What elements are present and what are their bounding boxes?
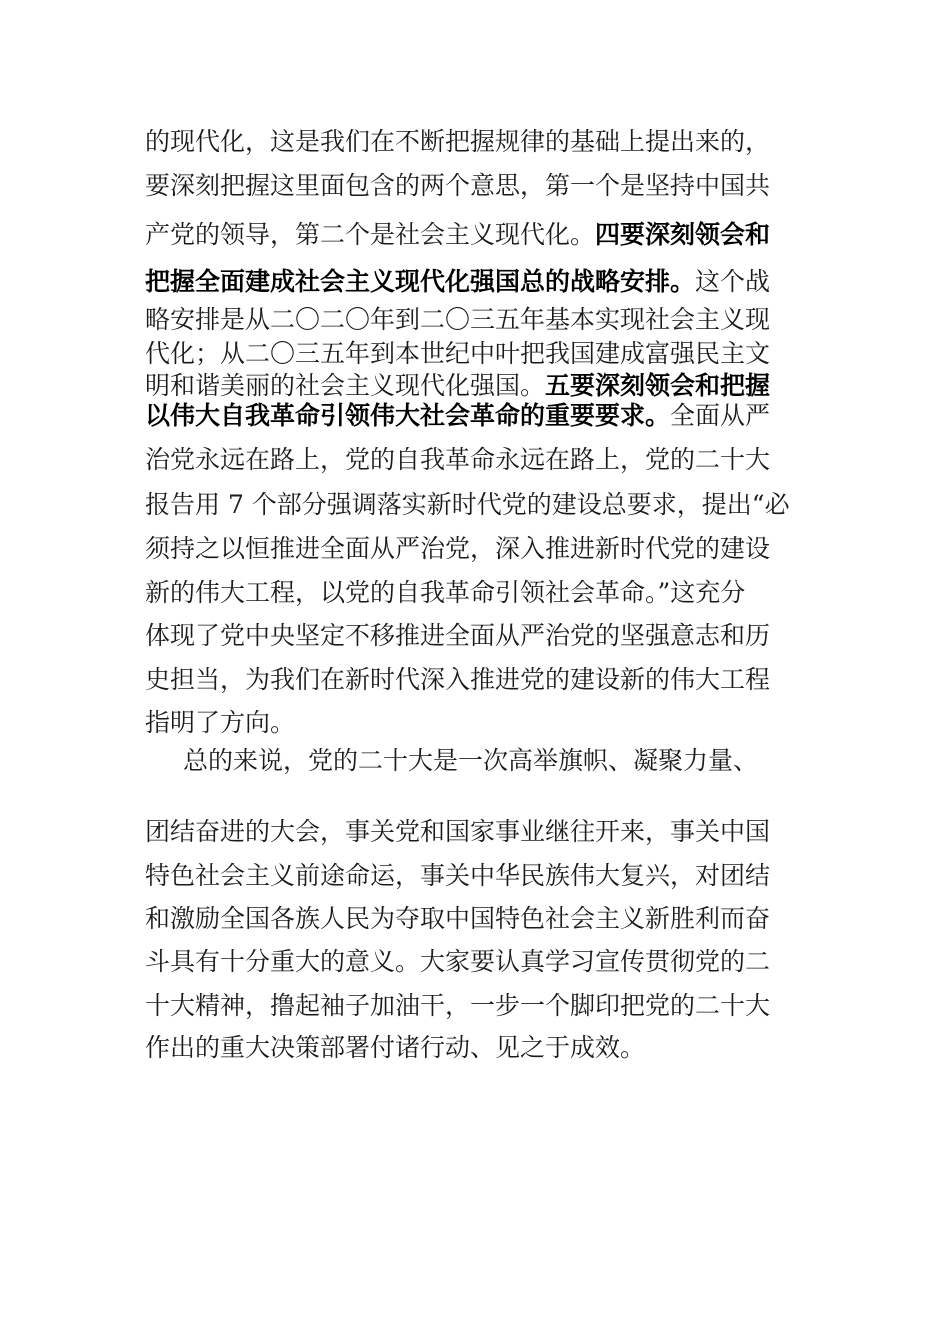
paragraph-line: 要深刻把握这里面包含的两个意思，第一个是坚持中国共 [145,171,771,200]
paragraph-line: 报告用 7 个部分强调落实新时代党的建设总要求，提出“必 [145,490,790,519]
paragraph-line: 新的伟大工程，以党的自我革命引领社会革命。”这充分 [145,578,746,607]
paragraph-line: 须持之以恒推进全面从严治党，深入推进新时代党的建设 [145,534,771,563]
bold-heading-text: 四要深刻领会和 [595,220,771,249]
paragraph-line: 把握全面建成社会主义现代化强国总的战略安排。这个战 [145,267,771,296]
paragraph-line: 体现了党中央坚定不移推进全面从严治党的坚强意志和历 [145,621,771,650]
paragraph-line: 治党永远在路上，党的自我革命永远在路上，党的二十大 [145,445,771,474]
paragraph-line: 以伟大自我革命引领伟大社会革命的重要要求。全面从严 [145,401,771,430]
paragraph-line: 和激励全国各族人民为夺取中国特色社会主义新胜利而奋 [145,904,771,933]
paragraph-line: 产党的领导，第二个是社会主义现代化。四要深刻领会和 [145,220,771,249]
paragraph-line: 的现代化，这是我们在不断把握规律的基础上提出来的， [145,127,771,156]
bold-heading-text: 把握全面建成社会主义现代化强国总的战略安排。 [145,267,696,296]
paragraph-line: 代化；从二〇三五年到本世纪中叶把我国建成富强民主文 [145,339,771,368]
paragraph-line: 明和谐美丽的社会主义现代化强国。五要深刻领会和把握 [145,371,771,400]
bold-heading-text: 五要深刻领会和把握 [545,371,771,400]
paragraph-line: 指明了方向。 [145,708,296,737]
paragraph-line: 史担当，为我们在新时代深入推进党的建设新的伟大工程 [145,665,771,694]
paragraph-line: 略安排是从二〇二〇年到二〇三五年基本实现社会主义现 [145,305,771,334]
paragraph-line: 作出的重大决策部署付诸行动、见之于成效。 [145,1033,646,1062]
paragraph-line: 团结奋进的大会，事关党和国家事业继往开来，事关中国 [145,817,771,846]
paragraph-line: 斗具有十分重大的意义。大家要认真学习宣传贯彻党的二 [145,947,771,976]
paragraph-line: 总的来说，党的二十大是一次高举旗帜、凝聚力量、 [183,746,759,775]
bold-heading-text: 以伟大自我革命引领伟大社会革命的重要要求。 [145,401,671,430]
paragraph-line: 特色社会主义前途命运，事关中华民族伟大复兴，对团结 [145,861,771,890]
paragraph-line: 十大精神，撸起袖子加油干，一步一个脚印把党的二十大 [145,991,771,1020]
